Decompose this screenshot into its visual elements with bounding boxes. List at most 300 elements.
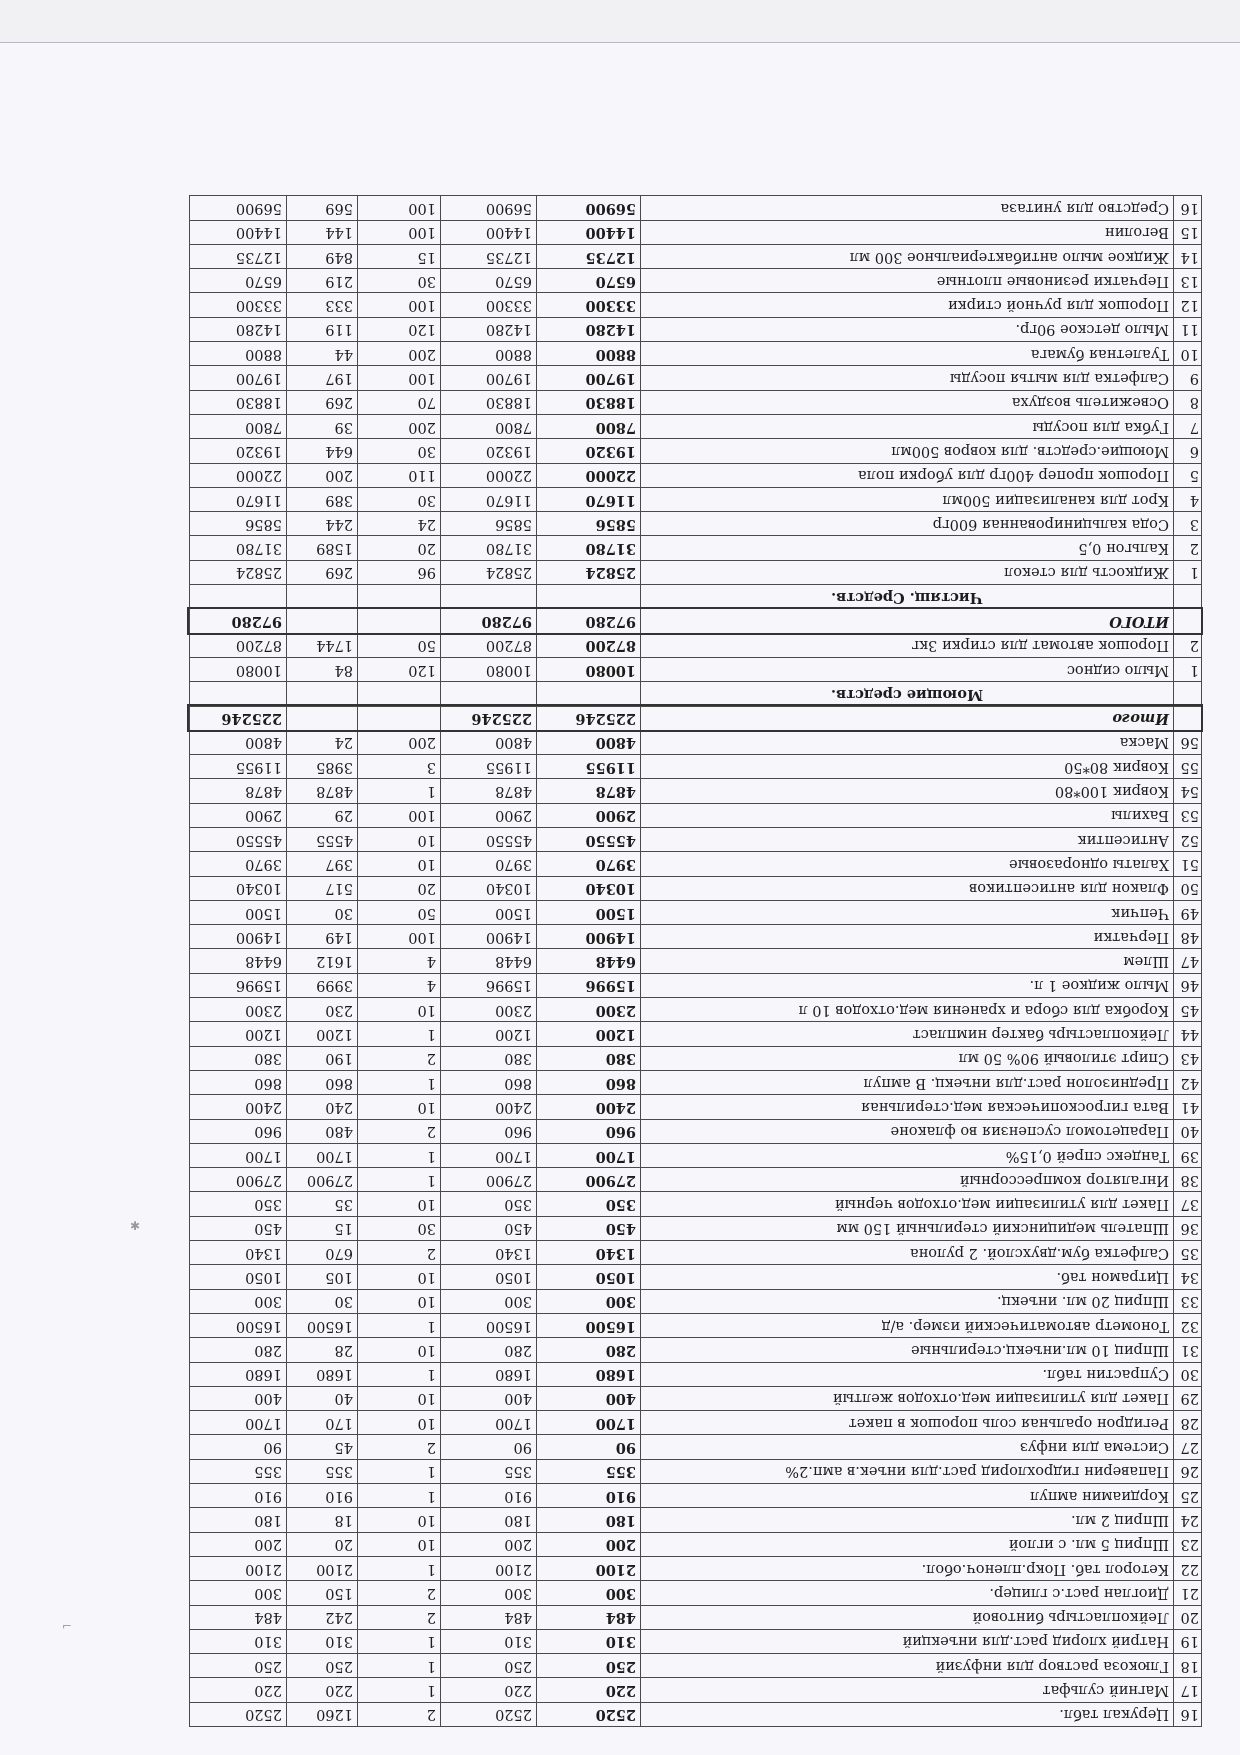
total-amount: 225246 [537,706,641,730]
unit-price-cell: 84 [287,657,358,681]
table-row [190,1095,1202,1119]
item-name: Бахилы [641,803,1174,827]
amount-cell: 6448 [441,949,537,973]
amount-cell: 1700 [537,1411,641,1435]
unit-price-cell: 1200 [287,1022,358,1046]
unit-price-cell: 27900 [287,1168,358,1192]
sum-cell: 300 [190,1581,287,1605]
unit-price-cell: 517 [287,876,358,900]
total-row [190,609,1202,633]
unit-price-cell: 39 [287,414,358,438]
total-label: ИТОГО [641,609,1174,633]
item-name: Тонометр автоматический измер. а/д [641,1313,1174,1337]
row-number: 27 [1174,1435,1202,1459]
row-number: 2 [1174,536,1202,560]
sum-cell: 45550 [190,828,287,852]
sum-cell: 15996 [190,973,287,997]
item-name: Перчатки [641,925,1174,949]
amount-cell: 3970 [441,852,537,876]
table-row [190,828,1202,852]
quantity-cell: 100 [358,925,441,949]
unit-price-cell: 240 [287,1095,358,1119]
row-number: 22 [1174,1556,1202,1580]
quantity-cell: 24 [358,512,441,536]
quantity-cell: 1 [358,1143,441,1167]
amount-cell: 280 [441,1338,537,1362]
item-name: Церукал табл. [641,1702,1174,1726]
amount-cell: 6570 [537,269,641,293]
empty-cell [190,585,287,609]
sum-cell: 2300 [190,998,287,1022]
amount-cell: 45550 [537,828,641,852]
item-name: Ингалятор компрессорный [641,1168,1174,1192]
empty-cell [1174,585,1202,609]
unit-price-cell: 24 [287,730,358,754]
quantity-cell: 70 [358,390,441,414]
amount-cell: 1680 [537,1362,641,1386]
unit-price-cell: 1612 [287,949,358,973]
amount-cell: 14400 [537,220,641,244]
amount-cell: 12735 [441,244,537,268]
sum-cell: 14280 [190,317,287,341]
sum-cell: 19320 [190,439,287,463]
amount-cell: 960 [537,1119,641,1143]
row-number: 3 [1174,512,1202,536]
row-number: 15 [1174,220,1202,244]
item-name: Крот для канализации 500мл [641,487,1174,511]
sum-cell: 310 [190,1629,287,1653]
amount-cell: 56900 [441,196,537,220]
sum-cell: 1700 [190,1143,287,1167]
table-row [190,998,1202,1022]
unit-price-cell: 105 [287,1265,358,1289]
amount-cell: 355 [441,1459,537,1483]
empty-cell [1174,682,1202,706]
table-row [190,1581,1202,1605]
amount-cell: 484 [537,1605,641,1629]
quantity-cell: 10 [358,1265,441,1289]
table-row [190,949,1202,973]
amount-cell: 1200 [537,1022,641,1046]
item-name: Кордиамин ампул [641,1484,1174,1508]
quantity-cell: 10 [358,1532,441,1556]
quantity-cell: 10 [358,828,441,852]
empty-cell [537,682,641,706]
row-number: 1 [1174,657,1202,681]
quantity-cell: 1 [358,1168,441,1192]
sum-cell: 5856 [190,512,287,536]
sum-cell: 6448 [190,949,287,973]
amount-cell: 27900 [537,1168,641,1192]
amount-cell: 910 [537,1484,641,1508]
unit-price-cell: 849 [287,244,358,268]
row-number: 30 [1174,1362,1202,1386]
quantity-cell: 100 [358,366,441,390]
amount-cell: 300 [441,1581,537,1605]
amount-cell: 300 [441,1289,537,1313]
unit-price-cell: 269 [287,560,358,584]
table-row [190,755,1202,779]
sum-cell: 2100 [190,1556,287,1580]
row-number: 35 [1174,1241,1202,1265]
empty-cell [537,585,641,609]
empty-cell [358,706,441,730]
table-row [190,657,1202,681]
table-row [190,803,1202,827]
quantity-cell: 1 [358,1556,441,1580]
item-name: Преднизолон раст.для инъекц. В ампул [641,1070,1174,1094]
quantity-cell: 100 [358,196,441,220]
amount-cell: 350 [441,1192,537,1216]
empty-cell [441,585,537,609]
unit-price-cell: 18 [287,1508,358,1532]
unit-price-cell: 355 [287,1459,358,1483]
amount-cell: 4800 [537,730,641,754]
quantity-cell: 30 [358,487,441,511]
amount-cell: 1500 [537,900,641,924]
row-number: 28 [1174,1411,1202,1435]
row-number: 21 [1174,1581,1202,1605]
row-number: 56 [1174,730,1202,754]
sum-cell: 2400 [190,1095,287,1119]
table-row [190,1484,1202,1508]
quantity-cell: 2 [358,1435,441,1459]
quantity-cell: 30 [358,1216,441,1240]
section-header-row [190,682,1202,706]
sum-cell: 14400 [190,220,287,244]
item-name: Лейкопластырь бактер нимпласт [641,1022,1174,1046]
sum-cell: 280 [190,1338,287,1362]
empty-cell [1174,609,1202,633]
quantity-cell: 2 [358,1241,441,1265]
sum-cell: 22000 [190,463,287,487]
amount-cell: 250 [537,1654,641,1678]
item-name: Порошок для ручной стирки [641,293,1174,317]
quantity-cell: 10 [358,1289,441,1313]
table-row [190,1216,1202,1240]
amount-cell: 300 [537,1289,641,1313]
item-name: Вата гигроскопическая мед.стерильная [641,1095,1174,1119]
item-name: Салфетка для мытья посуды [641,366,1174,390]
unit-price-cell: 15 [287,1216,358,1240]
amount-cell: 5856 [441,512,537,536]
amount-cell: 14900 [441,925,537,949]
amount-cell: 1340 [537,1241,641,1265]
table-row [190,342,1202,366]
empty-cell [358,682,441,706]
row-number: 36 [1174,1216,1202,1240]
item-name: Цитрамон таб. [641,1265,1174,1289]
item-name: Тандекс спрей 0,15% [641,1143,1174,1167]
table-row [190,1678,1202,1702]
table-row [190,1046,1202,1070]
unit-price-cell: 480 [287,1119,358,1143]
unit-price-cell: 1744 [287,633,358,657]
sum-cell: 200 [190,1532,287,1556]
sum-cell: 380 [190,1046,287,1070]
row-number: 52 [1174,828,1202,852]
row-number: 18 [1174,1654,1202,1678]
amount-cell: 1680 [441,1362,537,1386]
amount-cell: 25824 [537,560,641,584]
row-number: 46 [1174,973,1202,997]
sum-cell: 484 [190,1605,287,1629]
quantity-cell: 1 [358,1459,441,1483]
amount-cell: 6448 [537,949,641,973]
quantity-cell: 1 [358,1654,441,1678]
amount-cell: 180 [441,1508,537,1532]
row-number: 45 [1174,998,1202,1022]
amount-cell: 27900 [441,1168,537,1192]
total-label: Итого [641,706,1174,730]
sum-cell: 18830 [190,390,287,414]
table-row [190,1192,1202,1216]
row-number: 34 [1174,1265,1202,1289]
sum-cell: 90 [190,1435,287,1459]
unit-price-cell: 220 [287,1678,358,1702]
quantity-cell: 200 [358,730,441,754]
quantity-cell: 10 [358,1095,441,1119]
amount-cell: 450 [537,1216,641,1240]
sum-cell: 4800 [190,730,287,754]
unit-price-cell: 644 [287,439,358,463]
quantity-cell: 10 [358,998,441,1022]
unit-price-cell: 45 [287,1435,358,1459]
amount-cell: 960 [441,1119,537,1143]
sum-cell: 87200 [190,633,287,657]
amount-cell: 3970 [537,852,641,876]
total-amount: 97280 [441,609,537,633]
item-name: Система для инфуз [641,1435,1174,1459]
quantity-cell: 2 [358,1119,441,1143]
quantity-cell: 10 [358,852,441,876]
unit-price-cell: 1589 [287,536,358,560]
row-number: 48 [1174,925,1202,949]
amount-cell: 1050 [441,1265,537,1289]
total-sum: 225246 [190,706,287,730]
sum-cell: 25824 [190,560,287,584]
amount-cell: 4878 [537,779,641,803]
amount-cell: 8800 [441,342,537,366]
amount-cell: 400 [537,1386,641,1410]
quantity-cell: 96 [358,560,441,584]
item-name: Пакет для утилизации мед.отходов черный [641,1192,1174,1216]
row-number: 24 [1174,1508,1202,1532]
unit-price-cell: 1700 [287,1143,358,1167]
table-row [190,414,1202,438]
empty-cell [190,682,287,706]
amount-cell: 19320 [537,439,641,463]
quantity-cell: 2 [358,1581,441,1605]
row-number: 19 [1174,1629,1202,1653]
unit-price-cell: 20 [287,1532,358,1556]
sum-cell: 14900 [190,925,287,949]
amount-cell: 22000 [441,463,537,487]
section-title: Моющие средств. [641,682,1174,706]
item-name: Халаты одноразовые [641,852,1174,876]
table-row [190,1386,1202,1410]
unit-price-cell: 190 [287,1046,358,1070]
table-row [190,1702,1202,1726]
amount-cell: 2300 [441,998,537,1022]
total-amount: 97280 [537,609,641,633]
table-row [190,487,1202,511]
quantity-cell: 1 [358,1678,441,1702]
table-row [190,1070,1202,1094]
item-name: Флакон для антисептиков [641,876,1174,900]
amount-cell: 310 [441,1629,537,1653]
item-name: Шприц 10 мл.инъекц.стерильные [641,1338,1174,1362]
unit-price-cell: 30 [287,1289,358,1313]
table-row [190,366,1202,390]
item-name: Кальгон 0,5 [641,536,1174,560]
empty-cell [358,609,441,633]
amount-cell: 14280 [441,317,537,341]
table-row [190,317,1202,341]
total-row [190,706,1202,730]
amount-cell: 1340 [441,1241,537,1265]
amount-cell: 19700 [441,366,537,390]
row-number: 50 [1174,876,1202,900]
sum-cell: 1700 [190,1411,287,1435]
row-number: 32 [1174,1313,1202,1337]
amount-cell: 25824 [441,560,537,584]
table-row [190,1435,1202,1459]
unit-price-cell: 242 [287,1605,358,1629]
sum-cell: 2900 [190,803,287,827]
table-row [190,633,1202,657]
item-name: Шприц 20 мл. инъекц. [641,1289,1174,1313]
unit-price-cell: 569 [287,196,358,220]
amount-cell: 1700 [441,1143,537,1167]
item-name: Регидрон оральная соль порошок в пакет [641,1411,1174,1435]
row-number: 39 [1174,1143,1202,1167]
sum-cell: 350 [190,1192,287,1216]
sum-cell: 56900 [190,196,287,220]
unit-price-cell: 3999 [287,973,358,997]
item-name: Шлем [641,949,1174,973]
table-row [190,900,1202,924]
amount-cell: 2100 [441,1556,537,1580]
amount-cell: 2400 [441,1095,537,1119]
quantity-cell: 1 [358,1022,441,1046]
quantity-cell: 50 [358,900,441,924]
section-header-row [190,585,1202,609]
unit-price-cell: 3985 [287,755,358,779]
unit-price-cell: 150 [287,1581,358,1605]
item-name: Средство для унитаза [641,196,1174,220]
row-number: 20 [1174,1605,1202,1629]
amount-cell: 18830 [537,390,641,414]
unit-price-cell: 860 [287,1070,358,1094]
table-row [190,390,1202,414]
row-number: 33 [1174,1289,1202,1313]
table-row [190,1168,1202,1192]
row-number: 17 [1174,1678,1202,1702]
amount-cell: 180 [537,1508,641,1532]
row-number: 40 [1174,1119,1202,1143]
unit-price-cell: 269 [287,390,358,414]
amount-cell: 380 [441,1046,537,1070]
table-body [190,196,1202,1727]
sum-cell: 6570 [190,269,287,293]
amount-cell: 300 [537,1581,641,1605]
sum-cell: 400 [190,1386,287,1410]
sum-cell: 19700 [190,366,287,390]
quantity-cell: 200 [358,414,441,438]
item-name: Перчатки резиновые плотные [641,269,1174,293]
sum-cell: 1340 [190,1241,287,1265]
item-name: Коврик 100*80 [641,779,1174,803]
sum-cell: 8800 [190,342,287,366]
table-row [190,1119,1202,1143]
amount-cell: 200 [537,1532,641,1556]
unit-price-cell: 40 [287,1386,358,1410]
row-number: 44 [1174,1022,1202,1046]
amount-cell: 90 [441,1435,537,1459]
row-number: 10 [1174,342,1202,366]
table-row [190,269,1202,293]
amount-cell: 56900 [537,196,641,220]
unit-price-cell: 910 [287,1484,358,1508]
table-row [190,1556,1202,1580]
amount-cell: 380 [537,1046,641,1070]
amount-cell: 860 [441,1070,537,1094]
item-name: Кеторол таб. Покр.пленоч.обол. [641,1556,1174,1580]
unit-price-cell: 310 [287,1629,358,1653]
table-row [190,463,1202,487]
scan-artifact-mark: ⌐ [62,1619,73,1633]
table-row [190,1313,1202,1337]
amount-cell: 31780 [441,536,537,560]
item-name: Антисептик [641,828,1174,852]
row-number: 1 [1174,560,1202,584]
item-name: Парацетомол суспензия во флаконе [641,1119,1174,1143]
quantity-cell: 1 [358,1070,441,1094]
sum-cell: 180 [190,1508,287,1532]
unit-price-cell: 16500 [287,1313,358,1337]
unit-price-cell: 144 [287,220,358,244]
amount-cell: 10340 [537,876,641,900]
amount-cell: 15996 [537,973,641,997]
unit-price-cell: 35 [287,1192,358,1216]
amount-cell: 16500 [441,1313,537,1337]
quantity-cell: 1 [358,1313,441,1337]
row-number: 29 [1174,1386,1202,1410]
row-number: 11 [1174,317,1202,341]
sum-cell: 11955 [190,755,287,779]
row-number: 38 [1174,1168,1202,1192]
empty-cell [358,585,441,609]
row-number: 47 [1174,949,1202,973]
unit-price-cell: 244 [287,512,358,536]
table-row [190,973,1202,997]
amount-cell: 14400 [441,220,537,244]
item-name: Папаверин гидрохлорид раст.для инъек.в амп.2% [641,1459,1174,1483]
amount-cell: 2520 [537,1702,641,1726]
item-name: Порошок автомат для стирки 3кг [641,633,1174,657]
sum-cell: 10080 [190,657,287,681]
amount-cell: 10080 [537,657,641,681]
amount-cell: 400 [441,1386,537,1410]
total-amount: 225246 [441,706,537,730]
amount-cell: 10080 [441,657,537,681]
amount-cell: 2520 [441,1702,537,1726]
row-number: 7 [1174,414,1202,438]
amount-cell: 11670 [537,487,641,511]
quantity-cell: 10 [358,1411,441,1435]
item-name: Коробка для сбора и хранения мед.отходов 10 л [641,998,1174,1022]
